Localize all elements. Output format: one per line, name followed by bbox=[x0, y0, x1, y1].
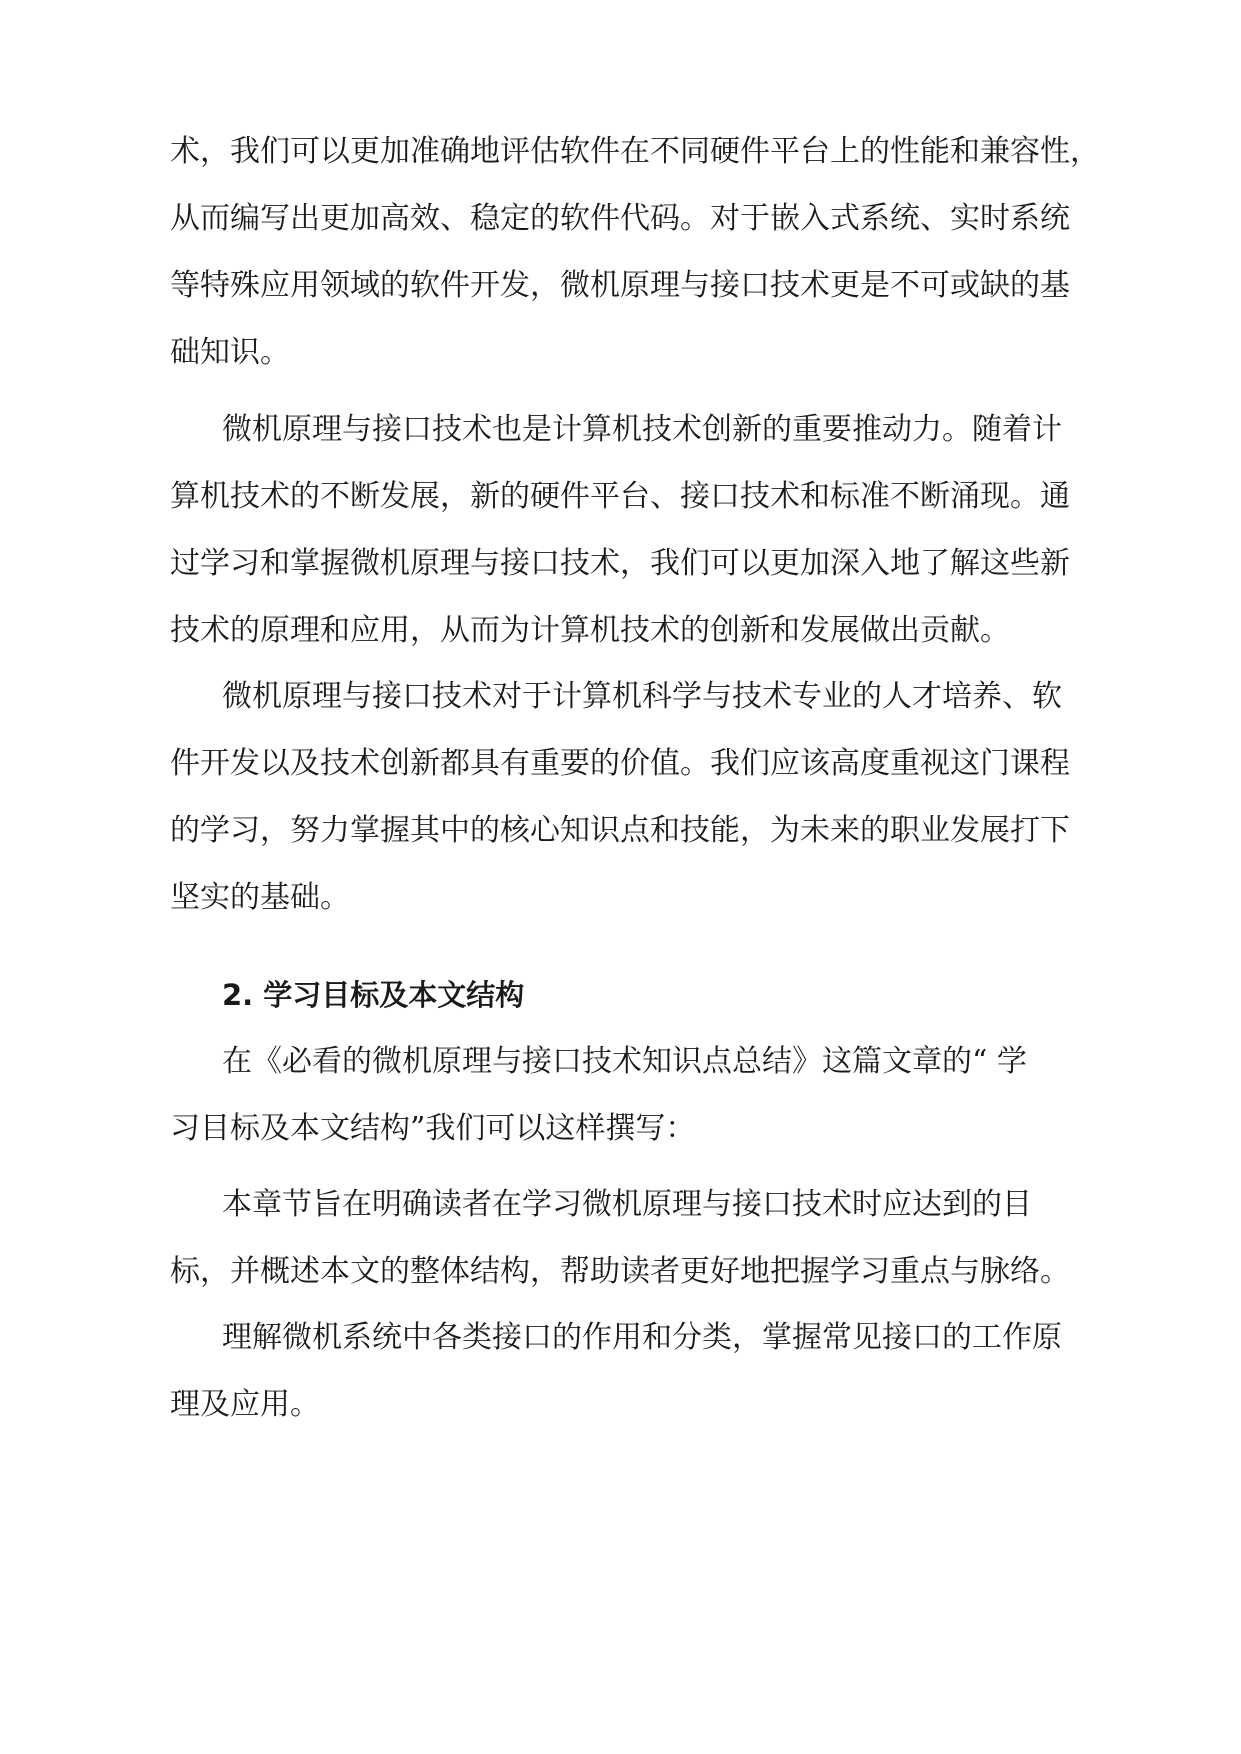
line-text: 术，我们可以更加准确地评估软件在不同硬件平台上的性能和兼容性， bbox=[170, 134, 1100, 169]
line-text: 微机原理与接口技术也是计算机技术创新的重要推动力。随着计 bbox=[222, 412, 1062, 447]
line-text: 标，并概述本文的整体结构，帮助读者更好地把握学习重点与脉络。 bbox=[170, 1254, 1070, 1289]
line-text: 理及应用。 bbox=[170, 1387, 320, 1422]
line-text: 在《必看的微机原理与接口技术知识点总结》这篇文章的“ 学 bbox=[222, 1044, 1027, 1079]
line-text: 习目标及本文结构”我们可以这样撰写： bbox=[170, 1111, 696, 1146]
section-heading-text: 2. 学习目标及本文结构 bbox=[222, 978, 525, 1012]
line-text: 等特殊应用领域的软件开发，微机原理与接口技术更是不可或缺的基 bbox=[170, 268, 1070, 303]
line-text: 从而编写出更加高效、稳定的软件代码。对于嵌入式系统、实时系统 bbox=[170, 201, 1070, 236]
line-text: 坚实的基础。 bbox=[170, 880, 350, 915]
line-text: 件开发以及技术创新都具有重要的价值。我们应该高度重视这门课程 bbox=[170, 746, 1070, 781]
line-text: 础知识。 bbox=[170, 335, 290, 370]
line-text: 微机原理与接口技术对于计算机科学与技术专业的人才培养、软 bbox=[222, 679, 1062, 714]
line-text: 理解微机系统中各类接口的作用和分类，掌握常见接口的工作原 bbox=[222, 1320, 1062, 1355]
line-text: 本章节旨在明确读者在学习微机原理与接口技术时应达到的目 bbox=[222, 1187, 1032, 1222]
line-text: 的学习，努力掌握其中的核心知识点和技能，为未来的职业发展打下 bbox=[170, 813, 1070, 848]
line-text: 技术的原理和应用，从而为计算机技术的创新和发展做出贡献。 bbox=[170, 613, 1010, 648]
line-text: 算机技术的不断发展，新的硬件平台、接口技术和标准不断涌现。通 bbox=[170, 479, 1070, 514]
line-text: 过学习和掌握微机原理与接口技术，我们可以更加深入地了解这些新 bbox=[170, 546, 1070, 581]
